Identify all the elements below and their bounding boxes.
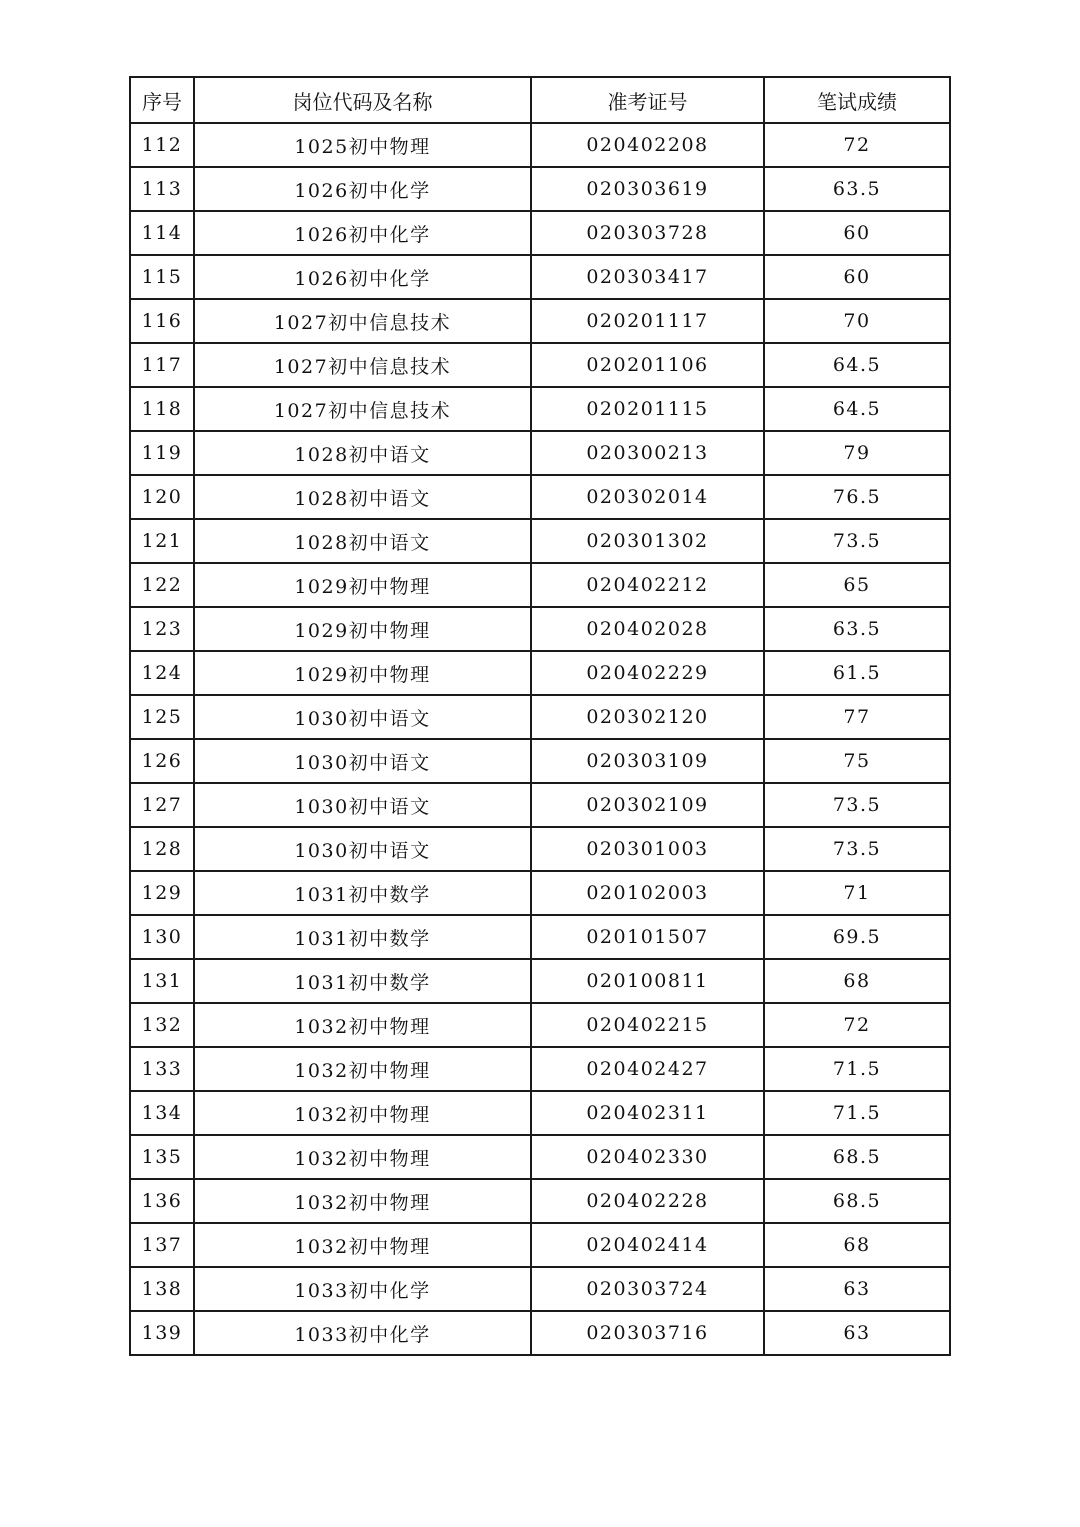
cell-exam-id: 020402311 <box>531 1091 764 1135</box>
table-row <box>130 1223 950 1267</box>
cell-no: 113 <box>130 167 194 211</box>
cell-exam-id: 020402228 <box>531 1179 764 1223</box>
cell-score: 77 <box>764 695 950 739</box>
table-row <box>130 475 950 519</box>
cell-score: 63.5 <box>764 607 950 651</box>
cell-exam-id: 020402330 <box>531 1135 764 1179</box>
header-row <box>130 77 950 123</box>
table-row <box>130 563 950 607</box>
cell-exam-id: 020301302 <box>531 519 764 563</box>
cell-position: 1029初中物理 <box>194 607 531 651</box>
cell-score: 76.5 <box>764 475 950 519</box>
header-exam-id: 准考证号 <box>531 77 764 123</box>
cell-no: 114 <box>130 211 194 255</box>
cell-score: 63.5 <box>764 167 950 211</box>
cell-no: 124 <box>130 651 194 695</box>
cell-score: 63 <box>764 1267 950 1311</box>
table-row <box>130 211 950 255</box>
cell-exam-id: 020101507 <box>531 915 764 959</box>
cell-score: 71.5 <box>764 1047 950 1091</box>
cell-position: 1033初中化学 <box>194 1267 531 1311</box>
table-row <box>130 651 950 695</box>
cell-position: 1026初中化学 <box>194 211 531 255</box>
table-row <box>130 1267 950 1311</box>
cell-position: 1027初中信息技术 <box>194 387 531 431</box>
cell-exam-id: 020303728 <box>531 211 764 255</box>
cell-exam-id: 020402229 <box>531 651 764 695</box>
cell-position: 1030初中语文 <box>194 827 531 871</box>
table-row <box>130 739 950 783</box>
table-row <box>130 387 950 431</box>
cell-position: 1030初中语文 <box>194 695 531 739</box>
cell-score: 71.5 <box>764 1091 950 1135</box>
table-row <box>130 915 950 959</box>
score-sheet <box>129 76 949 1356</box>
cell-score: 79 <box>764 431 950 475</box>
cell-score: 75 <box>764 739 950 783</box>
cell-exam-id: 020302120 <box>531 695 764 739</box>
cell-exam-id: 020303619 <box>531 167 764 211</box>
cell-position: 1032初中物理 <box>194 1003 531 1047</box>
cell-position: 1032初中物理 <box>194 1091 531 1135</box>
cell-score: 72 <box>764 123 950 167</box>
cell-no: 131 <box>130 959 194 1003</box>
cell-position: 1032初中物理 <box>194 1223 531 1267</box>
header-score: 笔试成绩 <box>764 77 950 123</box>
cell-exam-id: 020302109 <box>531 783 764 827</box>
scores-table <box>129 76 951 1356</box>
table-row <box>130 255 950 299</box>
cell-no: 117 <box>130 343 194 387</box>
cell-score: 73.5 <box>764 519 950 563</box>
cell-no: 130 <box>130 915 194 959</box>
cell-position: 1028初中语文 <box>194 519 531 563</box>
table-row <box>130 827 950 871</box>
table-row <box>130 1311 950 1355</box>
cell-score: 73.5 <box>764 783 950 827</box>
cell-no: 132 <box>130 1003 194 1047</box>
cell-position: 1029初中物理 <box>194 651 531 695</box>
cell-position: 1029初中物理 <box>194 563 531 607</box>
table-row <box>130 123 950 167</box>
header-no: 序号 <box>130 77 194 123</box>
header-position: 岗位代码及名称 <box>194 77 531 123</box>
cell-position: 1033初中化学 <box>194 1311 531 1355</box>
cell-exam-id: 020402028 <box>531 607 764 651</box>
cell-no: 115 <box>130 255 194 299</box>
cell-position: 1028初中语文 <box>194 475 531 519</box>
table-row <box>130 783 950 827</box>
cell-no: 129 <box>130 871 194 915</box>
cell-score: 63 <box>764 1311 950 1355</box>
cell-position: 1032初中物理 <box>194 1179 531 1223</box>
table-row <box>130 343 950 387</box>
cell-position: 1030初中语文 <box>194 739 531 783</box>
cell-score: 69.5 <box>764 915 950 959</box>
cell-position: 1032初中物理 <box>194 1047 531 1091</box>
cell-no: 116 <box>130 299 194 343</box>
cell-position: 1027初中信息技术 <box>194 299 531 343</box>
cell-no: 128 <box>130 827 194 871</box>
cell-score: 60 <box>764 255 950 299</box>
table-row <box>130 607 950 651</box>
cell-position: 1026初中化学 <box>194 255 531 299</box>
cell-exam-id: 020303724 <box>531 1267 764 1311</box>
cell-score: 64.5 <box>764 343 950 387</box>
cell-position: 1027初中信息技术 <box>194 343 531 387</box>
cell-score: 72 <box>764 1003 950 1047</box>
cell-exam-id: 020402215 <box>531 1003 764 1047</box>
cell-exam-id: 020402427 <box>531 1047 764 1091</box>
table-header <box>130 77 950 123</box>
cell-score: 60 <box>764 211 950 255</box>
cell-exam-id: 020303417 <box>531 255 764 299</box>
cell-no: 118 <box>130 387 194 431</box>
cell-no: 123 <box>130 607 194 651</box>
table-row <box>130 1135 950 1179</box>
cell-exam-id: 020402414 <box>531 1223 764 1267</box>
cell-exam-id: 020301003 <box>531 827 764 871</box>
cell-score: 71 <box>764 871 950 915</box>
cell-score: 73.5 <box>764 827 950 871</box>
cell-no: 121 <box>130 519 194 563</box>
table-row <box>130 959 950 1003</box>
cell-exam-id: 020300213 <box>531 431 764 475</box>
cell-exam-id: 020402212 <box>531 563 764 607</box>
table-row <box>130 695 950 739</box>
cell-no: 136 <box>130 1179 194 1223</box>
table-row <box>130 1047 950 1091</box>
cell-position: 1032初中物理 <box>194 1135 531 1179</box>
cell-exam-id: 020303109 <box>531 739 764 783</box>
cell-no: 112 <box>130 123 194 167</box>
table-row <box>130 431 950 475</box>
cell-position: 1031初中数学 <box>194 915 531 959</box>
cell-exam-id: 020303716 <box>531 1311 764 1355</box>
cell-score: 61.5 <box>764 651 950 695</box>
cell-no: 133 <box>130 1047 194 1091</box>
cell-no: 122 <box>130 563 194 607</box>
table-row <box>130 871 950 915</box>
cell-no: 119 <box>130 431 194 475</box>
cell-exam-id: 020100811 <box>531 959 764 1003</box>
cell-exam-id: 020201115 <box>531 387 764 431</box>
cell-score: 68.5 <box>764 1135 950 1179</box>
cell-no: 138 <box>130 1267 194 1311</box>
table-row <box>130 1091 950 1135</box>
cell-score: 64.5 <box>764 387 950 431</box>
cell-position: 1026初中化学 <box>194 167 531 211</box>
cell-no: 126 <box>130 739 194 783</box>
cell-score: 68.5 <box>764 1179 950 1223</box>
table-row <box>130 519 950 563</box>
cell-no: 135 <box>130 1135 194 1179</box>
table-row <box>130 167 950 211</box>
cell-no: 125 <box>130 695 194 739</box>
cell-score: 70 <box>764 299 950 343</box>
cell-no: 139 <box>130 1311 194 1355</box>
cell-exam-id: 020402208 <box>531 123 764 167</box>
cell-position: 1028初中语文 <box>194 431 531 475</box>
cell-no: 120 <box>130 475 194 519</box>
cell-exam-id: 020302014 <box>531 475 764 519</box>
table-row <box>130 1179 950 1223</box>
cell-score: 68 <box>764 959 950 1003</box>
cell-position: 1025初中物理 <box>194 123 531 167</box>
table-row <box>130 299 950 343</box>
cell-exam-id: 020102003 <box>531 871 764 915</box>
cell-position: 1031初中数学 <box>194 959 531 1003</box>
cell-no: 134 <box>130 1091 194 1135</box>
cell-position: 1031初中数学 <box>194 871 531 915</box>
cell-position: 1030初中语文 <box>194 783 531 827</box>
cell-score: 65 <box>764 563 950 607</box>
cell-no: 137 <box>130 1223 194 1267</box>
table-row <box>130 1003 950 1047</box>
cell-score: 68 <box>764 1223 950 1267</box>
cell-exam-id: 020201117 <box>531 299 764 343</box>
cell-exam-id: 020201106 <box>531 343 764 387</box>
table-body <box>130 123 950 1355</box>
cell-no: 127 <box>130 783 194 827</box>
